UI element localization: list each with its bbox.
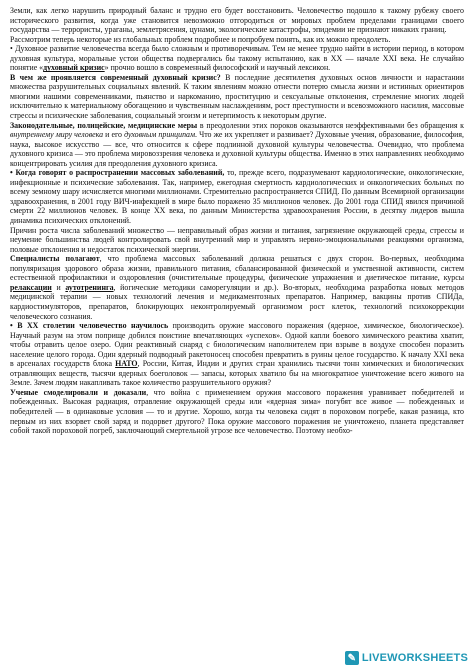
- text-segment: В чем же проявляется современный духовный кризис?: [10, 72, 221, 82]
- text-segment: релаксации: [10, 282, 52, 292]
- text-segment: , что проблема массовых заболеваний должна решаться с двух сторон. Во-первых, необходима популяризация здорового образа жизни, правильного питания, сбалансированной физической и умственной активности, систем естественной профилактики и оздоровления (очистительные процедуры, физические упражнения и диетическое питание, курсы: [10, 254, 464, 283]
- liveworksheets-watermark: [345, 650, 468, 666]
- text-segment: Специалисты полагают: [10, 254, 100, 264]
- text-segment: Земли, как легко нарушить природный баланс и трудно его будет восстановить. Человечество подошло к такому рубежу своего исторического развития, когда уже становится невозможно отгородиться от мировых проблем пределами границами своего государства — террористы, ураганы, землетрясения, цунами, экологические катастрофы, эпидемии не признают никаких границ.: [10, 6, 464, 35]
- watermark-brand: LIVEWORKSHEETS: [361, 652, 468, 664]
- text-segment: внутреннему миру человека: [10, 130, 104, 140]
- text-segment: В последние десятилетия духовных основ личности и нарастании множества разрушительных социальных явлений. К таким явлениям можно отнести потерю смысла жизни и истинных ориентиров многими нашими современниками, пьянство и наркоманию, проституцию и сексуальные отклонения, стремление многих людей исключительно к материальному обогащению и чувственным наслаждениям, рост преступности и всевозможного насилия, массовые стрессы и психические заболевания, социальный эгоизм и нетерпимость к некоторым другие.: [10, 72, 465, 121]
- text-segment: , что война с применением оружия массового поражения уравнивает победителей и побежденных. Высокая радиация, отравление окружающей среды или «ядерная зима» погубят все живое — побежденных и победителей — в одинаковые условия — то и другие. Хорошо, когда ты человека сидят в пороховом погребе, какая разница, кто первым из них взорвет свой заряд и подорвет другого? Пока оружие массового поражения не уничтожено, планета представляет собой такой пороховой погреб, заключающий смертельной угрозе все человечество. Поэтому необхо-: [10, 387, 464, 436]
- text-segment: Причин роста числа заболеваний множество — неправильный образ жизни и питания, загрязнение окружающей среды, стрессы и неумение большинства людей контролировать свой внутренний мир и управлять нервно-эмоциональными реакциями организма, половые отклонения и недостаток психической энергии.: [10, 225, 464, 254]
- text-segment: духовный кризис: [43, 63, 105, 73]
- paragraph-specialists: [10, 254, 464, 321]
- text-segment: • Духовное развитие человечества всегда было сложным и противоречивым. Тем не менее трудно найти в истории период, в котором духовная культура, моральные устои общества подвергались бы такому испытанию, как в XX — начале XXI века. Не случайно понятие «: [10, 44, 464, 73]
- paragraph-diseases: [10, 168, 464, 225]
- paragraph-intro: [10, 6, 464, 35]
- paragraph-weapons: [10, 321, 464, 388]
- text-segment: . Что же их укрепляет и развивает? Духовные учения, образование, философия, наука, высокое искусство — все, что относится к сфере подлинной духовной культуры человечества. Очевидно, что проблема духовного кризиса — это проблема мировоззрения человека и духовной культуры общества. Именно в этих направлениях необходимо концентрировать усилия для преодоления духовного кризиса.: [10, 130, 464, 168]
- text-segment: , России, Китая, Индии и других стран хранились тысячи тонн химических и биологических отравляющих веществ, тысячи ядерных боеголовок — запасы, которых хватило бы на многократное уничтожение всего живого на Земле. Зачем людям накапливать такое количество разрушительного оружия?: [10, 359, 464, 388]
- paragraph-measures: [10, 121, 464, 169]
- text-segment: Законодательные, полицейские, медицинские меры: [10, 120, 198, 130]
- text-segment: в преодолении этих пороков оказываются неэффективными без обращения к: [197, 120, 464, 130]
- liveworksheets-logo-icon: ✎: [345, 651, 359, 665]
- text-segment: и его: [103, 130, 125, 140]
- paragraph-causes: [10, 226, 464, 255]
- text-segment: то, прежде всего, подразумевают кардиологические, онкологические, инфекционные и психические заболевания. Так, например, ежегодная смертность кардиологических и онкологических больных по всему земному шару исчисляется многими миллионами. Стремительно распространяется СПИД. По данным Всемирной организации здравоохранения, в 2001 году ВИЧ-инфекцией в мире было поражено 35 миллионов человек. До 2001 года СПИД явился причиной смерти 22 миллионов человек. В конце XX века, по данным Министерства здравоохранения России, в десятку лидеров вышла динамика психических отклонений.: [10, 168, 464, 226]
- document-body: [10, 6, 464, 436]
- text-segment: • В XX столетии человечество научилось: [10, 321, 169, 331]
- paragraph-crisis: [10, 73, 464, 121]
- text-segment: » прочно вошло в современный философский и научный лексикон.: [104, 63, 331, 73]
- text-segment: Рассмотрим теперь некоторые из глобальных проблем подробнее и попробуем понять, как их можно преодолеть.: [10, 34, 391, 44]
- text-segment: аутотренинга: [65, 282, 114, 292]
- text-segment: Ученые смоделировали и доказали: [10, 387, 147, 397]
- text-segment: , йогические методики саморегуляции и др.). Во-вторых, необходима разработка новых методов медицинской терапии — новых технологий лечения и медикаментозных препаратов. Например, вакцины против СПИДа, кардиостимуляторов, препаратов, блокирующих неконтролируемый организмом рост клеток, технологий психокоррекции человеческого сознания.: [10, 282, 464, 321]
- text-segment: НАТО: [115, 359, 138, 369]
- paragraph-scientists: [10, 388, 464, 436]
- paragraph-spiritual: [10, 44, 464, 73]
- text-segment: производить оружие массового поражения (ядерное, химическое, биологическое). Научный разум на этом поприще добился поистине впечатляющих «успехов». Одной капли боевого химического реактива хватит, чтобы отравить целое озеро. Один реактивный снаряд с биологическим наполнителем при взрыве в воздухе способен поразить население целого города. Один ядерный подводный ракетоносец способен превратить в руины целое государство. К началу XXI века в арсеналах государств блока: [10, 321, 465, 369]
- text-segment: духовным принципам: [124, 130, 195, 140]
- text-segment: и: [51, 282, 66, 292]
- text-segment: • Когда говорят о распространении массовых заболеваний,: [10, 168, 225, 178]
- paragraph-consider: [10, 35, 464, 45]
